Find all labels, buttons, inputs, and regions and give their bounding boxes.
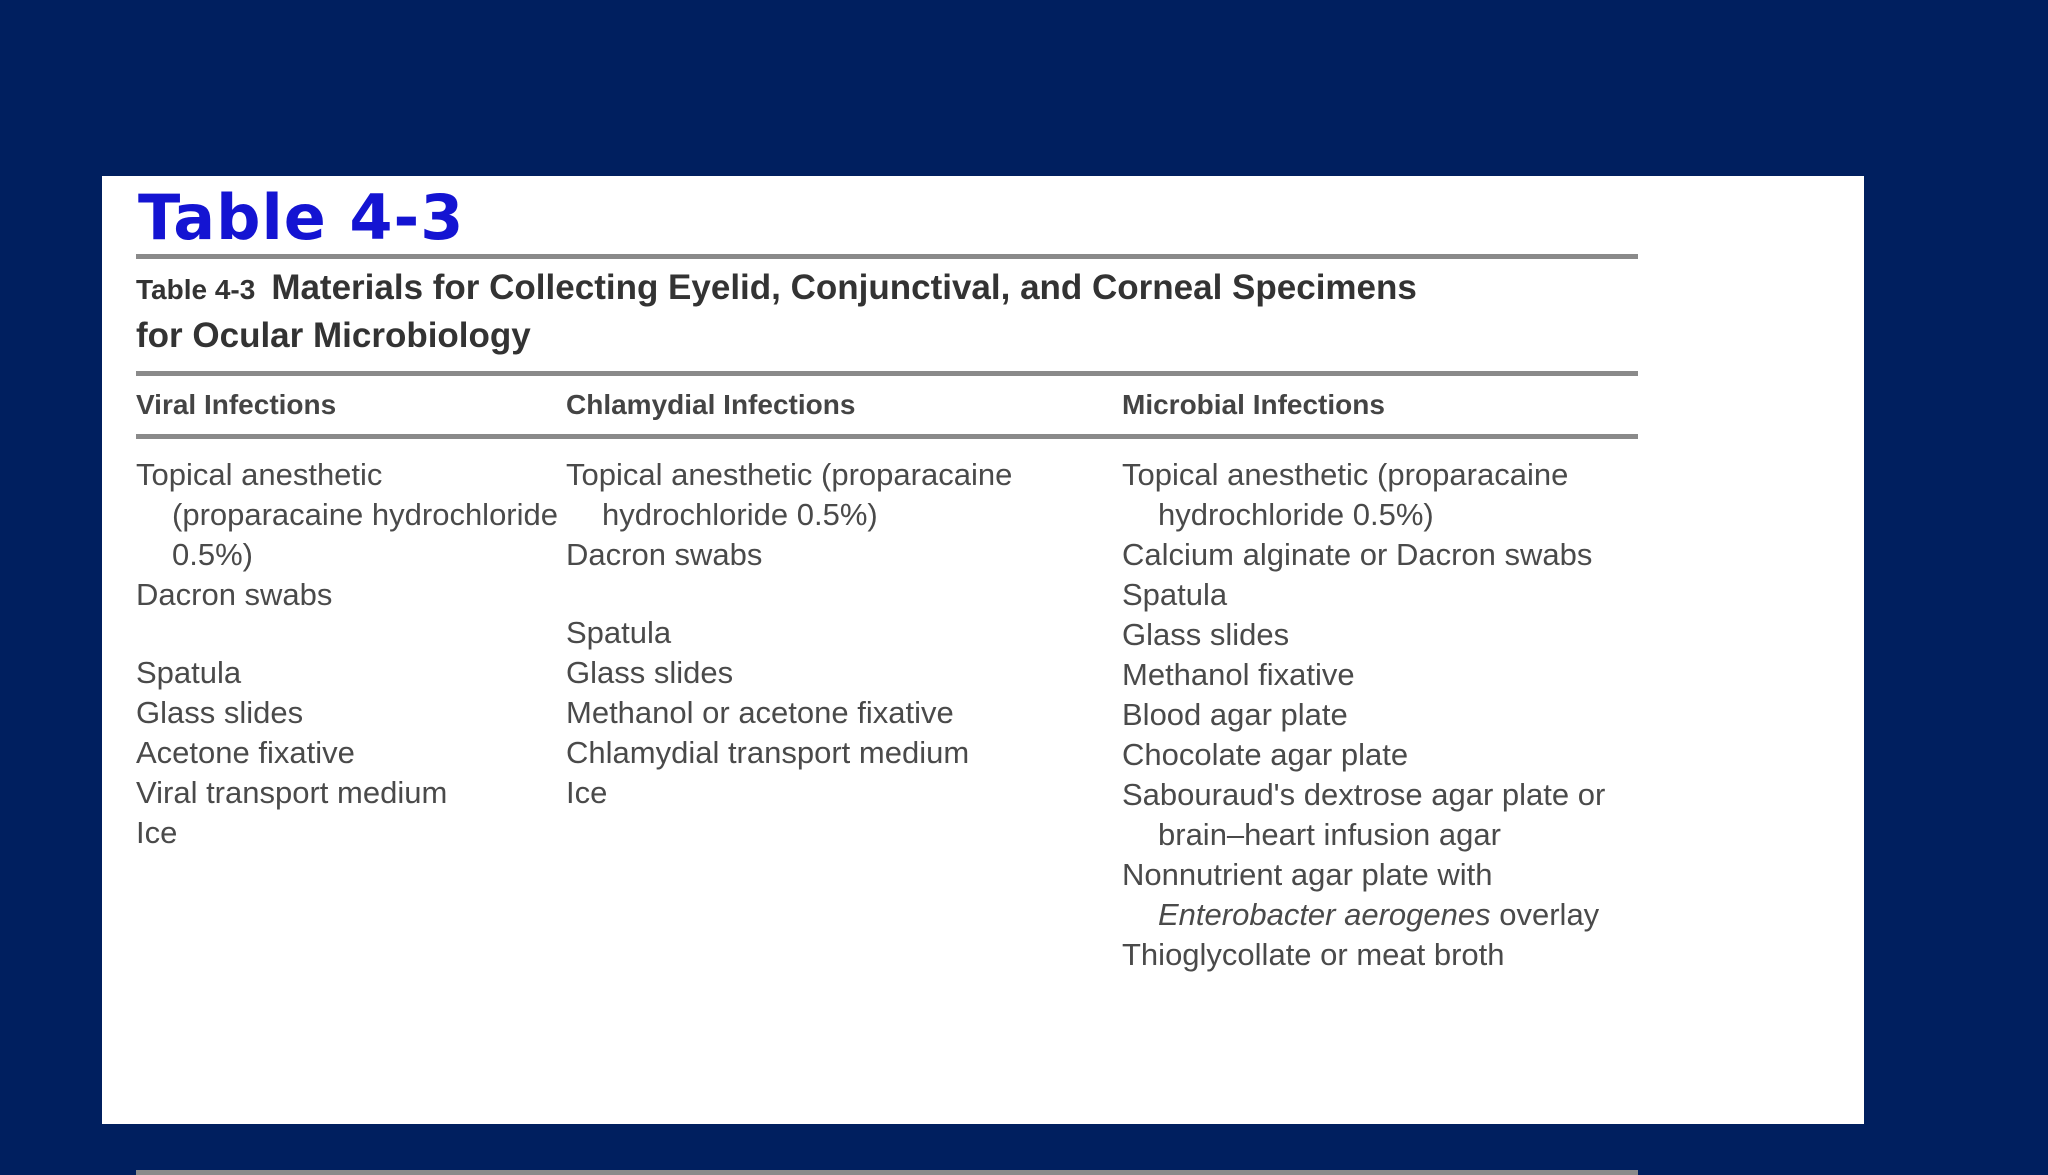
table-caption (136, 259, 1638, 363)
list-item: Blood agar plate (1122, 697, 1348, 732)
list-item: Sabouraud's dextrose agar plate or brain–heart infusion agar (1122, 777, 1606, 852)
caption-title-line1: Materials for Collecting Eyelid, Conjunctival, and Corneal Specimens (271, 268, 1417, 307)
caption-label: Table 4-3 (136, 274, 256, 305)
list-item: Thioglycollate or meat broth (1122, 937, 1505, 972)
table-body (136, 439, 1638, 1121)
list-item: Ice (566, 775, 608, 810)
chlamydial-materials-list (566, 455, 1122, 813)
list-item: Dacron swabs (566, 537, 763, 572)
column-viral (136, 455, 566, 1121)
list-item: Methanol or acetone fixative (566, 695, 954, 730)
list-item: Spatula (566, 615, 672, 650)
column-header-row (136, 376, 1638, 434)
list-item: Ice (136, 815, 178, 850)
column-header-chlamydial: Chlamydial Infections (566, 389, 856, 420)
list-item: Topical anesthetic (proparacaine hydrochloride 0.5%) (566, 457, 1013, 532)
slide-panel (102, 176, 1864, 1124)
list-item: Glass slides (566, 655, 734, 690)
nonnutrient-prefix: Nonnutrient agar plate with (1122, 857, 1493, 892)
bottom-rule (136, 1170, 1638, 1175)
column-header-microbial: Microbial Infections (1122, 389, 1385, 420)
list-item: Chlamydial transport medium (566, 735, 970, 770)
table-figure (136, 254, 1638, 1121)
organism-name: Enterobacter aerogenes (1158, 897, 1491, 932)
column-chlamydial (566, 455, 1122, 1121)
list-item: Calcium alginate or Dacron swabs (1122, 537, 1593, 572)
microbial-materials-list (1122, 455, 1638, 975)
list-item: Topical anesthetic (proparacaine hydrochloride 0.5%) (136, 457, 559, 572)
list-item: Methanol fixative (1122, 657, 1355, 692)
list-item: Spatula (1122, 577, 1228, 612)
list-item: Viral transport medium (136, 775, 448, 810)
list-item: Topical anesthetic (proparacaine hydrochloride 0.5%) (1122, 457, 1569, 532)
list-item: Acetone fixative (136, 735, 355, 770)
list-item: Spatula (136, 655, 242, 690)
column-microbial (1122, 455, 1638, 1121)
column-header-viral: Viral Infections (136, 389, 337, 420)
slide-title: Table 4-3 (138, 181, 465, 254)
list-item: Glass slides (136, 695, 304, 730)
caption-title-line2: for Ocular Microbiology (136, 316, 531, 355)
list-item: Dacron swabs (136, 577, 333, 612)
list-item-nonnutrient-agar (1122, 855, 1638, 935)
viral-materials-list (136, 455, 566, 853)
list-item: Chocolate agar plate (1122, 737, 1409, 772)
list-item: Glass slides (1122, 617, 1290, 652)
nonnutrient-suffix: overlay (1499, 897, 1600, 932)
